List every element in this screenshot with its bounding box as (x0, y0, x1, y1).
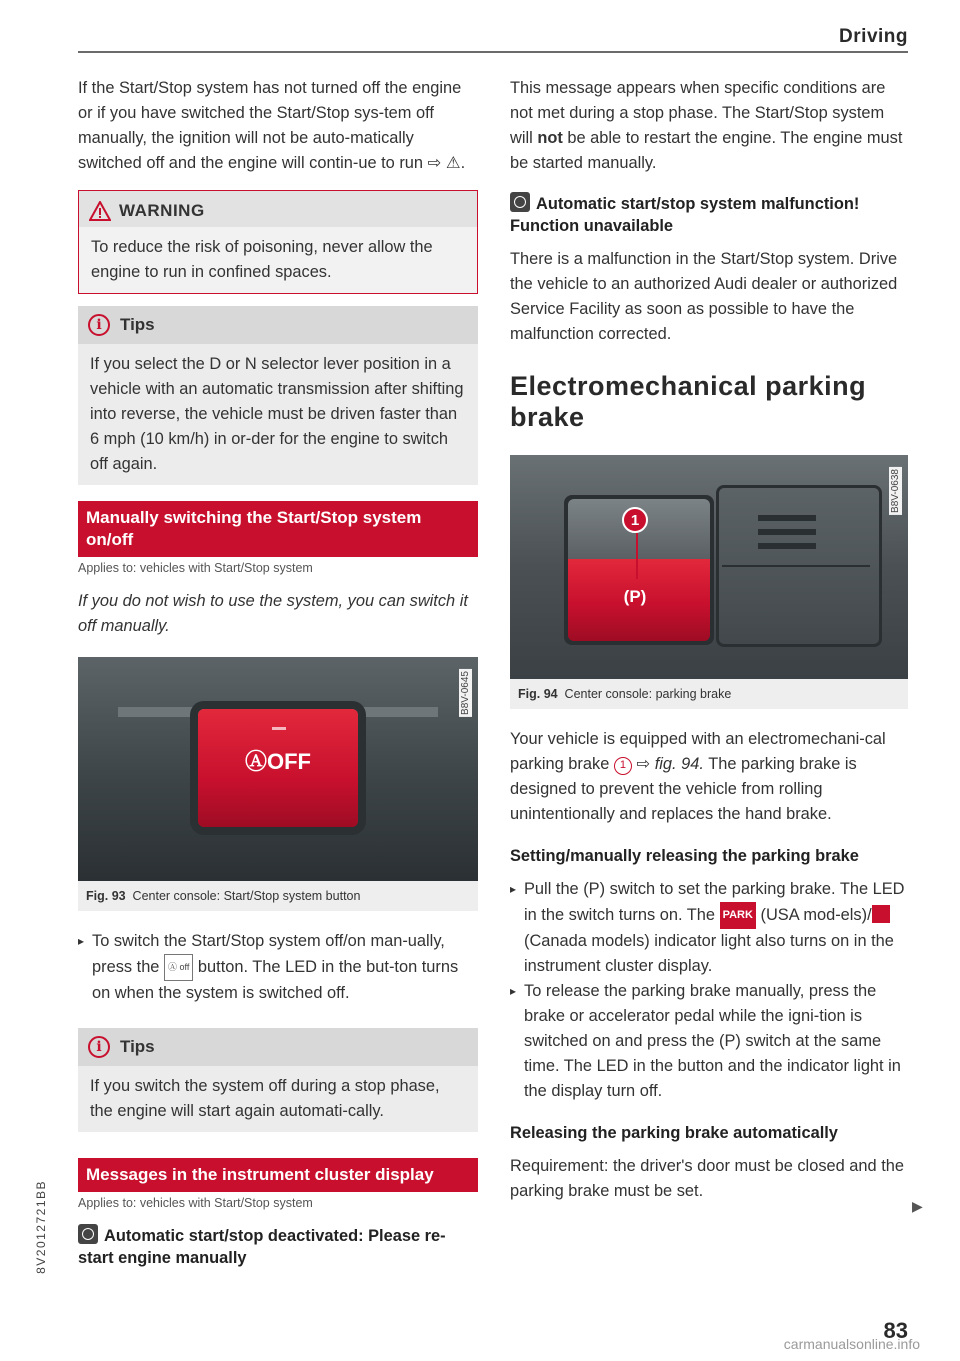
section-intro: If you do not wish to use the system, you can switch it off manually. (78, 592, 468, 635)
section-heading-start-stop: Manually switching the Start/Stop system on/off (78, 501, 478, 557)
message-heading-deactivated: Automatic start/stop deactivated: Please re-start engine manually (78, 1224, 478, 1269)
applies-to-2: Applies to: vehicles with Start/Stop system (78, 1196, 313, 1210)
warning-title: WARNING (119, 201, 205, 220)
tips-box-1 (78, 306, 478, 485)
page-number: 83 (883, 1318, 908, 1343)
figure-93 (78, 657, 478, 911)
warning-triangle-icon (89, 201, 111, 221)
heading-setting-releasing: Setting/manually releasing the parking brake (510, 847, 859, 865)
malfunction-paragraph: There is a malfunction in the Start/Stop system. Drive the vehicle to an authorized Audi dealer or authorized Service Facility as soon as possible to have the malfunction corrected. (510, 250, 898, 343)
heading-auto-release: Releasing the parking brake automatically (510, 1124, 838, 1142)
watermark: carmanualsonline.info (783, 1336, 920, 1352)
intro-paragraph: If the Start/Stop system has not turned off the engine or if you have switched the Start/Stop sys-tem off manually, the ignition will not be auto-matically switched off and the engine will contin-ue to run ⇨ ⚠. (78, 79, 466, 172)
tips-header-1 (78, 306, 478, 344)
continue-arrow-icon: ▶ (912, 1198, 923, 1214)
brake-indicator-icon (872, 905, 890, 923)
section-title: Driving (839, 26, 908, 47)
figure-93-code: B8V-0645 (460, 671, 471, 715)
auto-release-paragraph: Requirement: the driver's door must be closed and the parking brake must be set. (510, 1157, 904, 1200)
start-stop-key-icon: Ⓐ off (164, 954, 193, 981)
tips-title-1: Tips (120, 315, 155, 334)
applies-to-1: Applies to: vehicles with Start/Stop system (78, 561, 313, 575)
tips-box-2 (78, 1028, 478, 1132)
bullet-release-brake: ▸ To release the parking brake manually, press the brake or accelerator pedal while the igni-tion is switched on and press the (P) switch at the same time. The LED in the button and the indicator light in the display turn off. (510, 979, 908, 1104)
figure-94-image (510, 455, 908, 679)
figure-93-caption: Fig. 93 Center console: Start/Stop system button (86, 889, 361, 903)
warning-box (78, 190, 478, 294)
message-paragraph: This message appears when specific conditions are not met during a stop phase. The Start/Stop system will not be able to restart the engine. The engine must be started manually. (510, 79, 903, 172)
info-icon: i (88, 314, 110, 336)
tips-header-2 (78, 1028, 478, 1066)
warning-text: To reduce the risk of poisoning, never allow the engine to run in confined spaces. (91, 238, 433, 281)
start-stop-button-label: ⒶOFF (245, 749, 311, 774)
figure-94-caption: Fig. 94 Center console: parking brake (518, 687, 732, 701)
section-heading-messages: Messages in the instrument cluster display (78, 1158, 478, 1192)
bullet-switch-off: ▸ To switch the Start/Stop system off/on man-ually, press the Ⓐ off button. The LED in the but-ton turns on when the system is switched off. (78, 929, 478, 1006)
start-stop-indicator-icon (78, 1224, 98, 1244)
callout-marker-1: 1 (622, 507, 648, 533)
tips-title-2: Tips (120, 1037, 155, 1056)
warning-header (79, 191, 477, 227)
start-stop-indicator-icon (510, 192, 530, 212)
parking-brake-button-label: (P) (623, 587, 647, 606)
figure-93-image (78, 657, 478, 881)
callout-reference-1: 1 (614, 757, 632, 775)
epb-intro-paragraph: Your vehicle is equipped with an electromechani-cal parking brake 1 ⇨ fig. 94. The parking brake is designed to prevent the vehicle from rolling unintentionally and replaces the hand brake. (510, 730, 886, 823)
chapter-title-parking-brake: Electromechanical parking brake (510, 371, 867, 432)
left-column (78, 76, 478, 1279)
message-heading-malfunction: Automatic start/stop system malfunction! Function unavailable (510, 192, 908, 237)
tips-text-1: If you select the D or N selector lever position in a vehicle with an automatic transmission after shifting into reverse, the vehicle must be driven faster than 6 mph (10 km/h) in or-der for the engine to switch off again. (90, 355, 464, 473)
right-column (510, 76, 908, 1204)
info-icon: i (88, 1036, 110, 1058)
figure-94 (510, 455, 908, 709)
figure-94-code: B8V-0638 (890, 469, 901, 513)
tips-text-2: If you switch the system off during a stop phase, the engine will start again automati-cally. (90, 1077, 440, 1120)
document-code: 8V2012721BB (34, 1180, 48, 1274)
bullet-set-brake: ▸ Pull the (P) switch to set the parking brake. The LED in the switch turns on. The PARK (USA mod-els)/ (Canada models) indicator light also turns on in the instrument cluster display. (510, 877, 908, 979)
park-indicator-icon: PARK (720, 902, 756, 929)
header-rule (78, 51, 908, 53)
